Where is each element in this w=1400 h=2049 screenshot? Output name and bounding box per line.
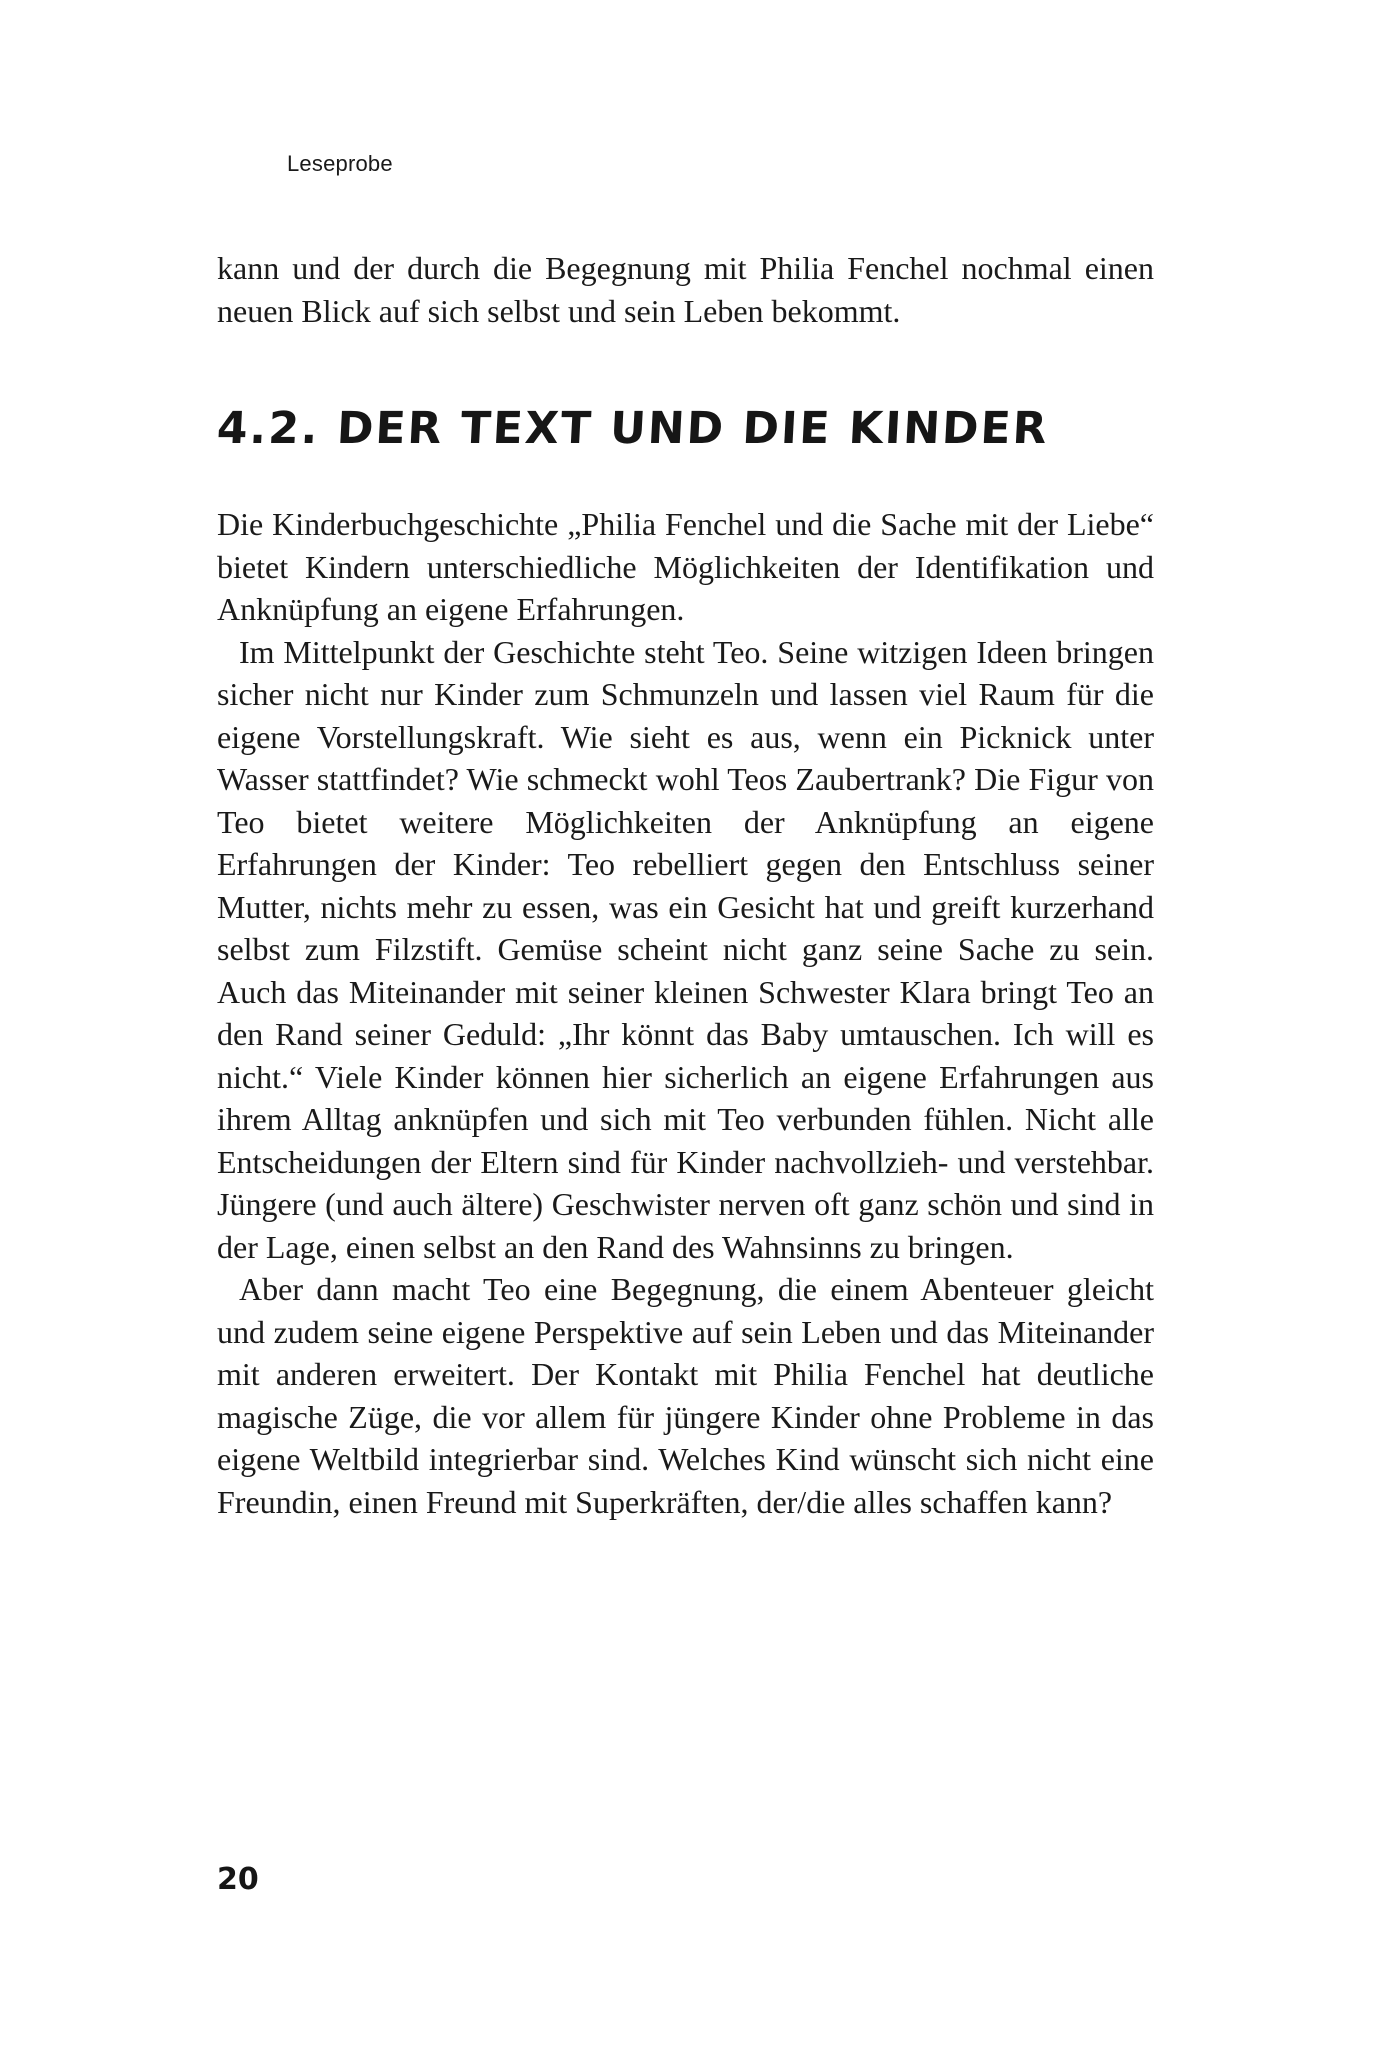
intro-text: kann und der durch die Begegnung mit Philia Fenchel nochmal einen neuen Blick auf sich selbst und sein Leben bekommt. [217, 250, 1154, 329]
paragraph-3: Aber dann macht Teo eine Begegnung, die einem Abenteuer gleicht und zudem seine eigene Perspektive auf sein Leben und das Miteinander mit anderen erweitert. Der Kontakt mit Philia Fenchel hat deutliche magische Züge, die vor allem für jüngere Kinder ohne Probleme in das eigene Weltbild integrierbar sind. Welches Kind wünscht sich nicht eine Freundin, einen Freund mit Superkräften, der/die alles schaffen kann? [217, 1271, 1154, 1520]
section-body [217, 503, 1154, 1523]
intro-paragraph [217, 247, 1154, 332]
section-heading: 4.2. DER TEXT UND DIE KINDER [215, 403, 1050, 454]
paragraph-1: Die Kinderbuchgeschichte „Philia Fenchel und die Sache mit der Liebe“ bietet Kindern unterschiedliche Möglichkeiten der Identifikation und Anknüpfung an eigene Erfahrungen. [217, 506, 1154, 627]
paragraph-2: Im Mittelpunkt der Geschichte steht Teo. Seine witzigen Ideen bringen sicher nicht nur Kinder zum Schmunzeln und lassen viel Raum für die eigene Vorstellungskraft. Wie sieht es aus, wenn ein Picknick unter Wasser stattfindet? Wie schmeckt wohl Teos Zaubertrank? Die Figur von Teo bietet weitere Möglichkeiten der Anknüpfung an eigene Erfahrungen der Kinder: Teo rebelliert gegen den Entschluss seiner Mutter, nichts mehr zu essen, was ein Gesicht hat und greift kurzerhand selbst zum Filzstift. Gemüse scheint nicht ganz seine Sache zu sein. Auch das Miteinander mit seiner kleinen Schwester Klara bringt Teo an den Rand seiner Geduld: „Ihr könnt das Baby umtauschen. Ich will es nicht.“ Viele Kinder können hier sicherlich an eigene Erfahrungen aus ihrem Alltag anknüpfen und sich mit Teo verbunden fühlen. Nicht alle Entscheidungen der Eltern sind für Kinder nachvollzieh- und verstehbar. Jüngere (und auch ältere) Geschwister nerven oft ganz schön und sind in der Lage, einen selbst an den Rand des Wahnsinns zu bringen. [217, 633, 1154, 1265]
running-head: Leseprobe [287, 151, 393, 176]
page-number: 20 [217, 1862, 259, 1897]
